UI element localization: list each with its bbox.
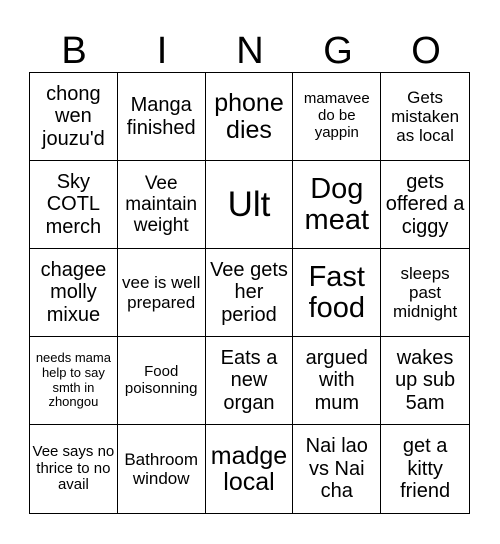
header-letter-g: G xyxy=(323,30,353,72)
bingo-cell[interactable] xyxy=(293,337,381,425)
cell-text: Eats a new organ xyxy=(220,346,278,414)
bingo-cell[interactable] xyxy=(206,161,294,249)
cell-text: wakes up sub 5am xyxy=(395,346,456,414)
bingo-cell[interactable] xyxy=(30,161,118,249)
cell-text: Dog meat xyxy=(304,173,370,236)
bingo-cell[interactable] xyxy=(206,425,294,513)
bingo-cell[interactable] xyxy=(381,161,469,249)
cell-text: Nai lao vs Nai cha xyxy=(305,435,368,503)
bingo-cell[interactable] xyxy=(206,337,294,425)
bingo-cell[interactable] xyxy=(206,73,294,161)
bingo-cell[interactable] xyxy=(293,73,381,161)
header-letter-i: I xyxy=(156,30,168,72)
cell-text: mamavee do be yappin xyxy=(303,90,370,141)
cell-text: Bathroom window xyxy=(124,449,199,488)
header-letter-o: O xyxy=(411,30,441,72)
bingo-cell[interactable] xyxy=(118,425,206,513)
bingo-cell[interactable] xyxy=(381,425,469,513)
header-letter-n: N xyxy=(236,30,264,72)
cell-text: madge local xyxy=(210,441,288,496)
cell-text: chagee molly mixue xyxy=(40,258,107,326)
cell-text: Ult xyxy=(227,184,271,224)
cell-text: vee is well prepared xyxy=(121,273,201,312)
cell-text: Fast food xyxy=(308,261,366,324)
bingo-cell[interactable] xyxy=(381,73,469,161)
cell-text: Manga finished xyxy=(126,94,196,139)
bingo-cell[interactable] xyxy=(30,73,118,161)
header-letter-b: B xyxy=(61,30,87,72)
bingo-header xyxy=(30,30,470,72)
cell-text: needs mama help to say smth in zhongou xyxy=(35,350,111,410)
bingo-cell[interactable] xyxy=(118,73,206,161)
bingo-cell[interactable] xyxy=(381,337,469,425)
bingo-cell[interactable] xyxy=(293,249,381,337)
bingo-cell[interactable] xyxy=(30,337,118,425)
cell-text: Vee says no thrice to no avail xyxy=(32,442,115,494)
bingo-cell[interactable] xyxy=(118,337,206,425)
cell-text: phone dies xyxy=(214,89,284,144)
cell-text: sleeps past midnight xyxy=(392,263,458,322)
cell-text: argued with mum xyxy=(305,346,368,414)
bingo-cell[interactable] xyxy=(381,249,469,337)
cell-text: Gets mistaken as local xyxy=(391,87,460,146)
cell-text: Sky COTL merch xyxy=(45,170,102,238)
cell-text: Food poisonning xyxy=(124,362,198,397)
cell-text: gets offered a ciggy xyxy=(385,170,465,238)
bingo-cell[interactable] xyxy=(293,425,381,513)
bingo-cell[interactable] xyxy=(206,249,294,337)
bingo-card-grid xyxy=(29,72,470,514)
cell-text: get a kitty friend xyxy=(400,435,451,503)
bingo-cell[interactable] xyxy=(30,249,118,337)
bingo-cell[interactable] xyxy=(118,161,206,249)
bingo-cell[interactable] xyxy=(30,425,118,513)
cell-text: Vee gets her period xyxy=(210,258,288,326)
bingo-cell[interactable] xyxy=(293,161,381,249)
cell-text: Vee maintain weight xyxy=(125,172,198,237)
cell-text: chong wen jouzu'd xyxy=(42,82,105,150)
bingo-cell[interactable] xyxy=(118,249,206,337)
